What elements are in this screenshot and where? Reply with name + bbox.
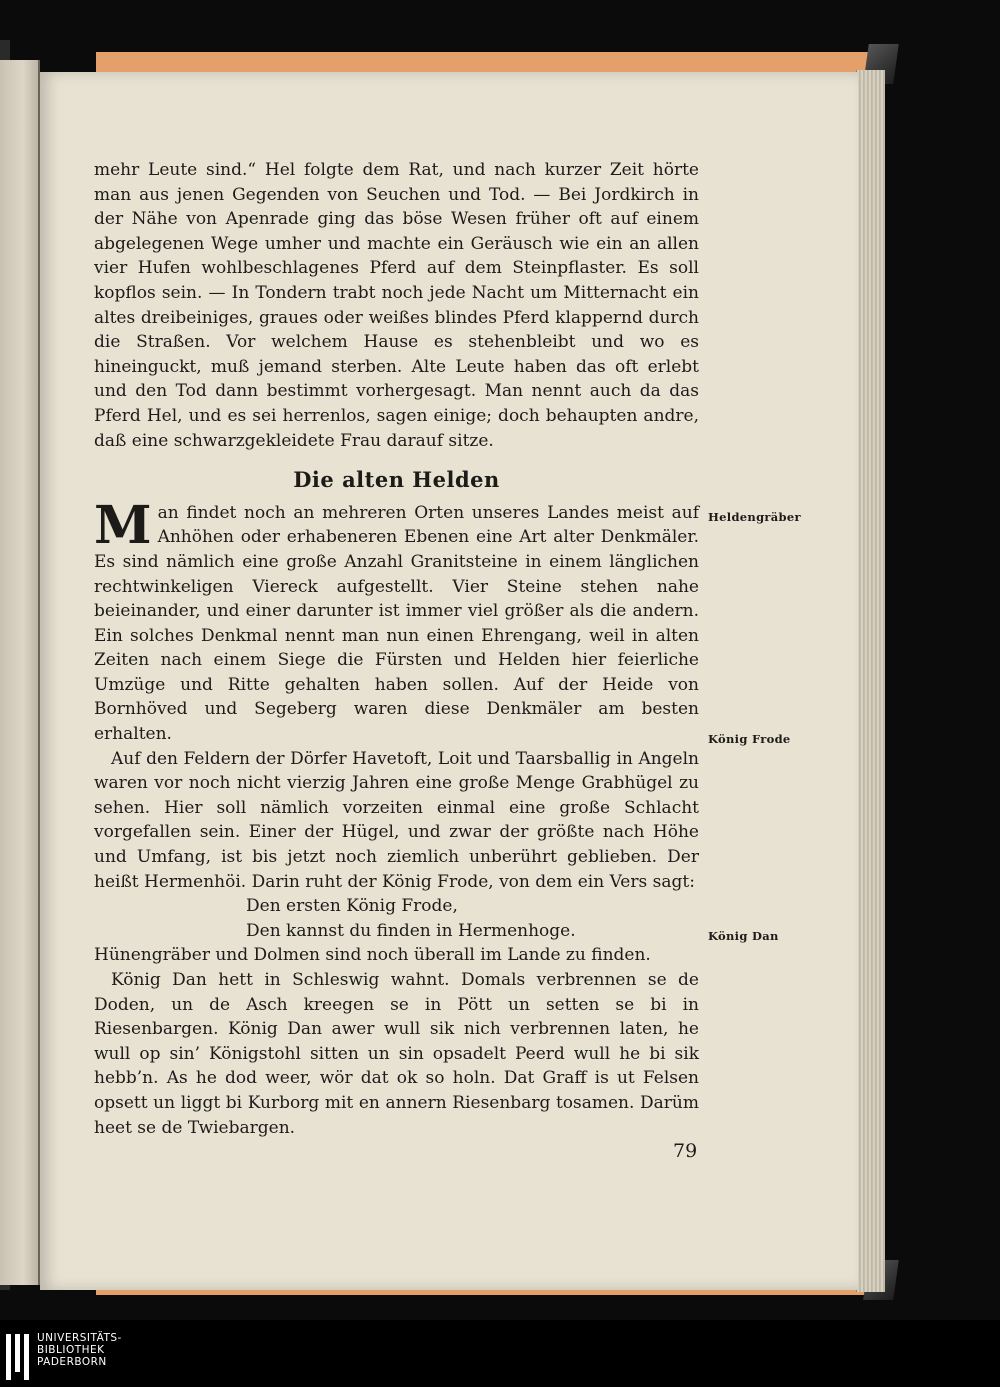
logo-line-3: PADERBORN — [37, 1356, 107, 1368]
verse-line-2: Den kannst du finden in Hermenhoge. — [246, 920, 576, 941]
logo-text — [37, 1332, 122, 1368]
left-page-edge — [0, 60, 40, 1285]
book-page — [40, 72, 858, 1290]
page-text — [94, 158, 699, 1140]
verse-line-1: Den ersten König Frode, — [246, 896, 458, 917]
page-number: 79 — [673, 1140, 698, 1162]
logo-line-2: BIBLIOTHEK — [37, 1344, 105, 1356]
paragraph-3: Hünengräber und Dolmen sind noch überall im Lande zu finden. — [94, 945, 651, 966]
logo-line-1: UNIVERSITÄTS- — [37, 1332, 122, 1344]
drop-capital: M — [94, 494, 152, 556]
library-logo — [6, 1332, 122, 1382]
margin-note-koenig-frode: König Frode — [708, 732, 791, 746]
paragraph-1 — [94, 494, 699, 747]
paragraph-4: König Dan hett in Schleswig wahnt. Domals verbrennen se de Doden, un de Asch kreegen se in Pött un setten se bi in Riesenbargen. König Dan awer wull sik nich verbrennen laten, he wull op sin’ Königstohl sitten un sin opsadelt Peerd wull he bi sik hebb’n. As he dod weer, wör dat ok so holn. Dat Graff is ut Felsen opsett un liggt bi Kurborg mit en annern Riesenbarg tosamen. Darüm heet se de Twiebargen. — [94, 970, 699, 1138]
paragraph-top: mehr Leute sind.“ Hel folgte dem Rat, und nach kurzer Zeit hörte man aus jenen Gegenden von Seuchen und Tod. — Bei Jordkirch in der Nähe von Apenrade ging das böse Wesen früher oft auf einem abgelegenen Wege umher und machte ein Geräusch wie ein an allen vier Hufen wohlbeschlagenes Pferd auf dem Steinpflaster. Es soll kopflos sein. — In Tondern trabt noch jede Nacht um Mitternacht ein altes dreibeiniges, graues oder weißes blindes Pferd klappernd durch die Straßen. Vor welchem Hause es stehenbleibt und wo es hineinguckt, muß jemand sterben. Alte Leute haben das oft erlebt und den Tod dann bestimmt vorhergesagt. Man nennt auch da das Pferd Hel, und es sei herrenlos, sagen einige; doch behaupten andre, daß eine schwarzgekleidete Frau darauf sitze. — [94, 160, 699, 451]
page-edges — [856, 70, 885, 1292]
section-heading: Die alten Helden — [293, 467, 500, 493]
margin-note-koenig-dan: König Dan — [708, 929, 779, 943]
paragraph-2: Auf den Feldern der Dörfer Havetoft, Loit und Taarsballig in Angeln waren vor noch nicht vierzig Jahren eine große Menge Grabhügel zu sehen. Hier soll nämlich vorzeiten einmal eine große Schlacht vorgefallen sein. Einer der Hügel, und zwar der größte nach Höhe und Umfang, ist bis jetzt noch ziemlich unberührt geblieben. Der heißt Hermenhöi. Darin ruht der König Frode, von dem ein Vers sagt: — [94, 748, 699, 892]
logo-bars-icon — [6, 1334, 29, 1380]
paragraph-1-text: an findet noch an mehreren Orten unseres Landes meist auf Anhöhen oder erhabeneren Ebenen eine Art alter Denkmäler. Es sind nämlich eine große Anzahl Granitsteine in einem länglichen rechtwinkeligen Viereck aufgestellt. Vier Steine stehen nahe beieinander, und einer darunter ist immer viel größer als die andern. Ein solches Denkmal nennt man nun einen Ehrengang, weil in alten Zeiten nach einem Siege die Fürsten und Helden hier feierliche Umzüge und Ritte gehalten haben sollen. Auf der Heide von Bornhöved und Segeberg waren diese Denkmäler am besten erhalten. — [94, 502, 699, 745]
margin-note-heldengraeber: Heldengräber — [708, 510, 801, 524]
